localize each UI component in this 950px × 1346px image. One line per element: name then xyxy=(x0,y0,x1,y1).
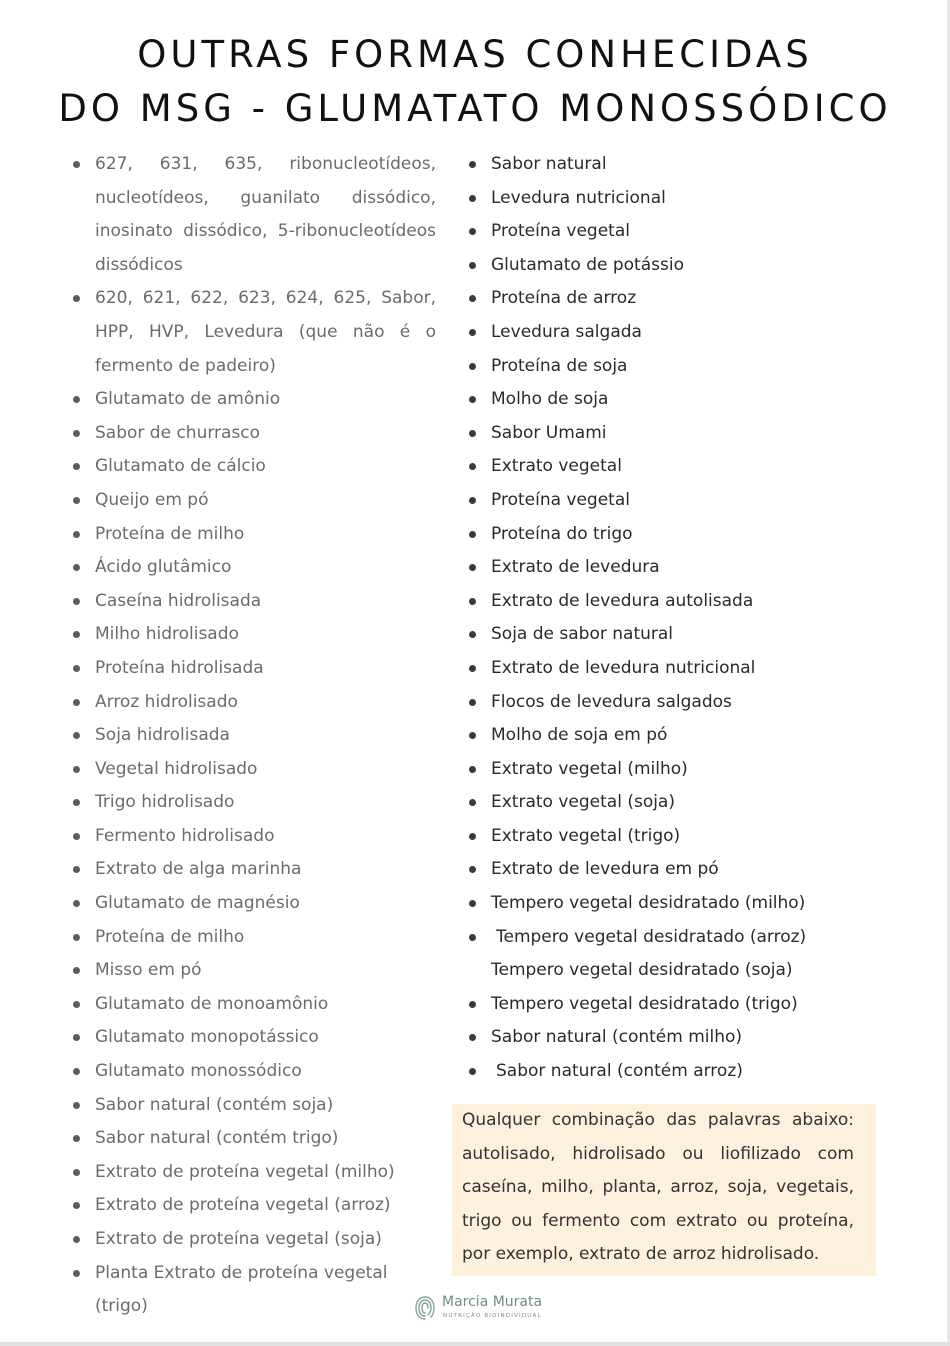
list-item-text: Proteína de milho xyxy=(95,523,245,544)
list-item xyxy=(468,954,888,988)
list-item xyxy=(468,921,888,955)
list-item-text: Extrato de levedura em pó xyxy=(491,859,719,880)
bullet-icon xyxy=(469,564,476,571)
list-item-text: Proteína vegetal xyxy=(491,221,630,242)
list-item xyxy=(72,686,436,720)
bullet-icon xyxy=(73,1102,80,1109)
bullet-icon xyxy=(469,295,476,302)
bullet-icon xyxy=(469,732,476,739)
note-box xyxy=(452,1104,876,1276)
list-item xyxy=(468,887,888,921)
bullet-icon xyxy=(73,396,80,403)
list-item xyxy=(468,518,888,552)
list-item-text: Misso em pó xyxy=(95,960,202,981)
bullet-icon xyxy=(469,463,476,470)
list-item-text: Levedura nutricional xyxy=(491,187,666,208)
list-item-text: Soja de sabor natural xyxy=(491,624,674,645)
bullet-icon xyxy=(73,497,80,504)
logo-subtitle: NUTRIÇÃO BIOINDIVIDUAL xyxy=(443,1313,542,1319)
list-item xyxy=(72,1122,436,1156)
list-item-text: Fermento hidrolisado xyxy=(95,825,275,846)
list-item xyxy=(468,719,888,753)
list-item-text: Proteína de soja xyxy=(491,355,628,376)
list-item xyxy=(468,753,888,787)
list-item xyxy=(72,786,436,820)
list-item-text: Proteína de arroz xyxy=(491,288,637,309)
list-item xyxy=(468,1055,888,1089)
list-item xyxy=(468,551,888,585)
bullet-icon xyxy=(73,1202,80,1209)
bullet-icon xyxy=(469,430,476,437)
list-item xyxy=(468,350,888,384)
list-item-text: Glutamato monopotássico xyxy=(95,1027,319,1048)
list-item-text: Tempero vegetal desidratado (arroz) xyxy=(496,926,807,947)
bullet-icon xyxy=(469,631,476,638)
list-item-text: Extrato vegetal xyxy=(491,456,622,477)
list-item-text: Vegetal hidrolisado xyxy=(95,758,258,779)
bullet-icon xyxy=(73,967,80,974)
list-item-text: Sabor natural (contém trigo) xyxy=(95,1128,339,1149)
list-item xyxy=(72,1189,436,1223)
list-item xyxy=(72,1156,436,1190)
list-item xyxy=(72,921,436,955)
list-item-text: 620, 621, 622, 623, 624, 625, Sabor, HPP, HVP, Levedura (que não é o fermento de padeiro) xyxy=(95,288,436,376)
bullet-icon xyxy=(73,732,80,739)
list-item-text: Extrato de levedura autolisada xyxy=(491,590,754,611)
bullet-icon xyxy=(73,1236,80,1243)
list-item-text: Sabor natural (contém soja) xyxy=(95,1094,334,1115)
brand-logo xyxy=(414,1292,564,1326)
bullet-icon xyxy=(73,1270,80,1277)
list-item xyxy=(468,686,888,720)
list-item xyxy=(72,719,436,753)
list-item-text: Molho de soja xyxy=(491,389,609,410)
list-item-text: Sabor natural (contém arroz) xyxy=(496,1061,743,1082)
list-item-text: Queijo em pó xyxy=(95,489,209,510)
list-item-text: Flocos de levedura salgados xyxy=(491,691,732,712)
list-item-text: Molho de soja em pó xyxy=(491,725,668,746)
bullet-icon xyxy=(73,631,80,638)
list-item-text: Glutamato de potássio xyxy=(491,254,684,275)
list-item xyxy=(72,753,436,787)
bullet-icon xyxy=(73,1034,80,1041)
bullet-icon xyxy=(73,1135,80,1142)
bullet-icon xyxy=(469,1068,476,1075)
list-item xyxy=(72,988,436,1022)
bullet-icon xyxy=(73,531,80,538)
list-item-text: Proteína vegetal xyxy=(491,489,630,510)
list-item xyxy=(468,618,888,652)
list-item xyxy=(468,417,888,451)
bullet-icon xyxy=(73,799,80,806)
bullet-icon xyxy=(469,531,476,538)
list-item xyxy=(72,450,436,484)
bullet-icon xyxy=(469,833,476,840)
list-item xyxy=(468,853,888,887)
list-item xyxy=(72,887,436,921)
list-item-text: Extrato vegetal (soja) xyxy=(491,792,675,813)
list-item xyxy=(72,618,436,652)
list-item xyxy=(468,249,888,283)
list-item-text: Tempero vegetal desidratado (soja) xyxy=(491,960,793,981)
bullet-icon xyxy=(469,262,476,269)
bullet-icon xyxy=(469,329,476,336)
list-item xyxy=(72,652,436,686)
list-item-text: Extrato vegetal (trigo) xyxy=(491,825,681,846)
list-item-text: Tempero vegetal desidratado (milho) xyxy=(491,893,806,914)
list-item-text: Milho hidrolisado xyxy=(95,624,239,645)
title-line-2: DO MSG - GLUMATATO MONOSSÓDICO xyxy=(58,87,892,130)
list-item-text: Proteína do trigo xyxy=(491,523,633,544)
list-item-text: Proteína hidrolisada xyxy=(95,657,264,678)
bullet-icon xyxy=(73,463,80,470)
list-item-text: Caseína hidrolisada xyxy=(95,590,262,611)
list-item-text: Extrato de proteína vegetal (soja) xyxy=(95,1229,382,1249)
list-item-text: Extrato de alga marinha xyxy=(95,859,302,880)
list-item xyxy=(72,820,436,854)
list-item xyxy=(72,484,436,518)
fingerprint-logo-icon xyxy=(414,1294,436,1322)
list-item xyxy=(468,585,888,619)
page-bottom-edge xyxy=(0,1342,950,1346)
page-title xyxy=(0,28,950,136)
list-item-text: Sabor de churrasco xyxy=(95,422,261,443)
list-item xyxy=(72,1089,436,1123)
bullet-icon xyxy=(469,497,476,504)
bullet-icon xyxy=(469,228,476,235)
list-item-text: Levedura salgada xyxy=(491,321,642,342)
list-item xyxy=(72,954,436,988)
bullet-icon xyxy=(73,866,80,873)
list-item xyxy=(468,316,888,350)
list-item xyxy=(72,518,436,552)
list-item xyxy=(72,551,436,585)
list-item xyxy=(468,148,888,182)
list-item-text: Soja hidrolisada xyxy=(95,725,230,746)
list-item xyxy=(72,1055,436,1089)
bullet-icon xyxy=(469,1034,476,1041)
bullet-icon xyxy=(469,900,476,907)
list-item-text: Sabor natural xyxy=(491,154,607,174)
list-item-text: Sabor natural (contém milho) xyxy=(491,1027,743,1048)
list-item xyxy=(72,585,436,619)
list-item-text: Extrato de proteína vegetal (milho) xyxy=(95,1161,395,1182)
bullet-icon xyxy=(469,934,476,941)
list-item xyxy=(468,1021,888,1055)
bullet-icon xyxy=(469,396,476,403)
list-item-text: Arroz hidrolisado xyxy=(95,691,238,712)
list-item-text: Extrato de proteína vegetal (arroz) xyxy=(95,1195,391,1216)
list-item-text: Proteína de milho xyxy=(95,926,245,947)
bullet-icon xyxy=(469,195,476,202)
list-item-text: Glutamato de monoamônio xyxy=(95,993,329,1014)
bullet-icon xyxy=(469,665,476,672)
bullet-icon xyxy=(73,1001,80,1008)
bullet-icon xyxy=(469,598,476,605)
bullet-icon xyxy=(73,1068,80,1075)
bullet-icon xyxy=(469,799,476,806)
list-item xyxy=(468,820,888,854)
list-item xyxy=(72,853,436,887)
list-item-text: Glutamato de magnésio xyxy=(95,893,300,914)
list-item-text: Planta Extrato de proteína vegetal (trigo) xyxy=(95,1262,388,1317)
title-line-1: OUTRAS FORMAS CONHECIDAS xyxy=(137,33,813,76)
list-item xyxy=(72,282,436,383)
list-item xyxy=(468,215,888,249)
list-item xyxy=(468,786,888,820)
list-item xyxy=(468,182,888,216)
list-item xyxy=(72,148,436,282)
list-item-text: Glutamato de amônio xyxy=(95,389,281,410)
list-item-text: Extrato vegetal (milho) xyxy=(491,758,688,779)
logo-name: Marcia Murata xyxy=(442,1294,543,1310)
list-item xyxy=(468,652,888,686)
list-item-text: Extrato de levedura xyxy=(491,557,660,578)
bullet-icon xyxy=(73,161,80,168)
bullet-icon xyxy=(73,598,80,605)
list-item xyxy=(468,383,888,417)
bullet-icon xyxy=(73,699,80,706)
bullet-icon xyxy=(469,161,476,168)
bullet-icon xyxy=(469,1001,476,1008)
list-item xyxy=(468,988,888,1022)
list-item xyxy=(72,1021,436,1055)
bullet-icon xyxy=(73,430,80,437)
bullet-icon xyxy=(73,934,80,941)
list-item xyxy=(72,1257,436,1324)
list-item-text: Glutamato de cálcio xyxy=(95,456,266,477)
list-item-text: Extrato de levedura nutricional xyxy=(491,657,756,678)
left-list xyxy=(72,148,436,1324)
list-item xyxy=(468,450,888,484)
bullet-icon xyxy=(73,295,80,302)
bullet-icon xyxy=(469,363,476,370)
right-list xyxy=(468,148,888,1089)
bullet-icon xyxy=(469,766,476,773)
list-item xyxy=(72,1223,436,1257)
list-item-text: Sabor Umami xyxy=(491,422,607,443)
bullet-icon xyxy=(73,833,80,840)
list-item-text: Tempero vegetal desidratado (trigo) xyxy=(491,993,798,1014)
note-text: Qualquer combinação das palavras abaixo: autolisado, hidrolisado ou liofilizado com caseína, milho, planta, arroz, soja, vegetais, trigo ou fermento com extrato ou proteína, por exemplo, extrato de arroz hidrolisado. xyxy=(462,1110,854,1265)
bullet-icon xyxy=(469,699,476,706)
bullet-icon xyxy=(73,665,80,672)
list-item xyxy=(72,417,436,451)
list-item-text: 627, 631, 635, ribonucleotídeos, nucleotídeos, guanilato dissódico, inosinato dissódico, 5-ribonucleotídeos dissódicos xyxy=(95,154,436,275)
bullet-icon xyxy=(73,900,80,907)
bullet-icon xyxy=(73,564,80,571)
bullet-icon xyxy=(73,1169,80,1176)
list-item-text: Ácido glutâmico xyxy=(95,557,232,578)
list-item-text: Glutamato monossódico xyxy=(95,1061,302,1082)
list-item xyxy=(72,383,436,417)
list-item xyxy=(468,282,888,316)
bullet-icon xyxy=(469,866,476,873)
list-item-text: Trigo hidrolisado xyxy=(95,792,235,813)
bullet-icon xyxy=(73,766,80,773)
list-item xyxy=(468,484,888,518)
